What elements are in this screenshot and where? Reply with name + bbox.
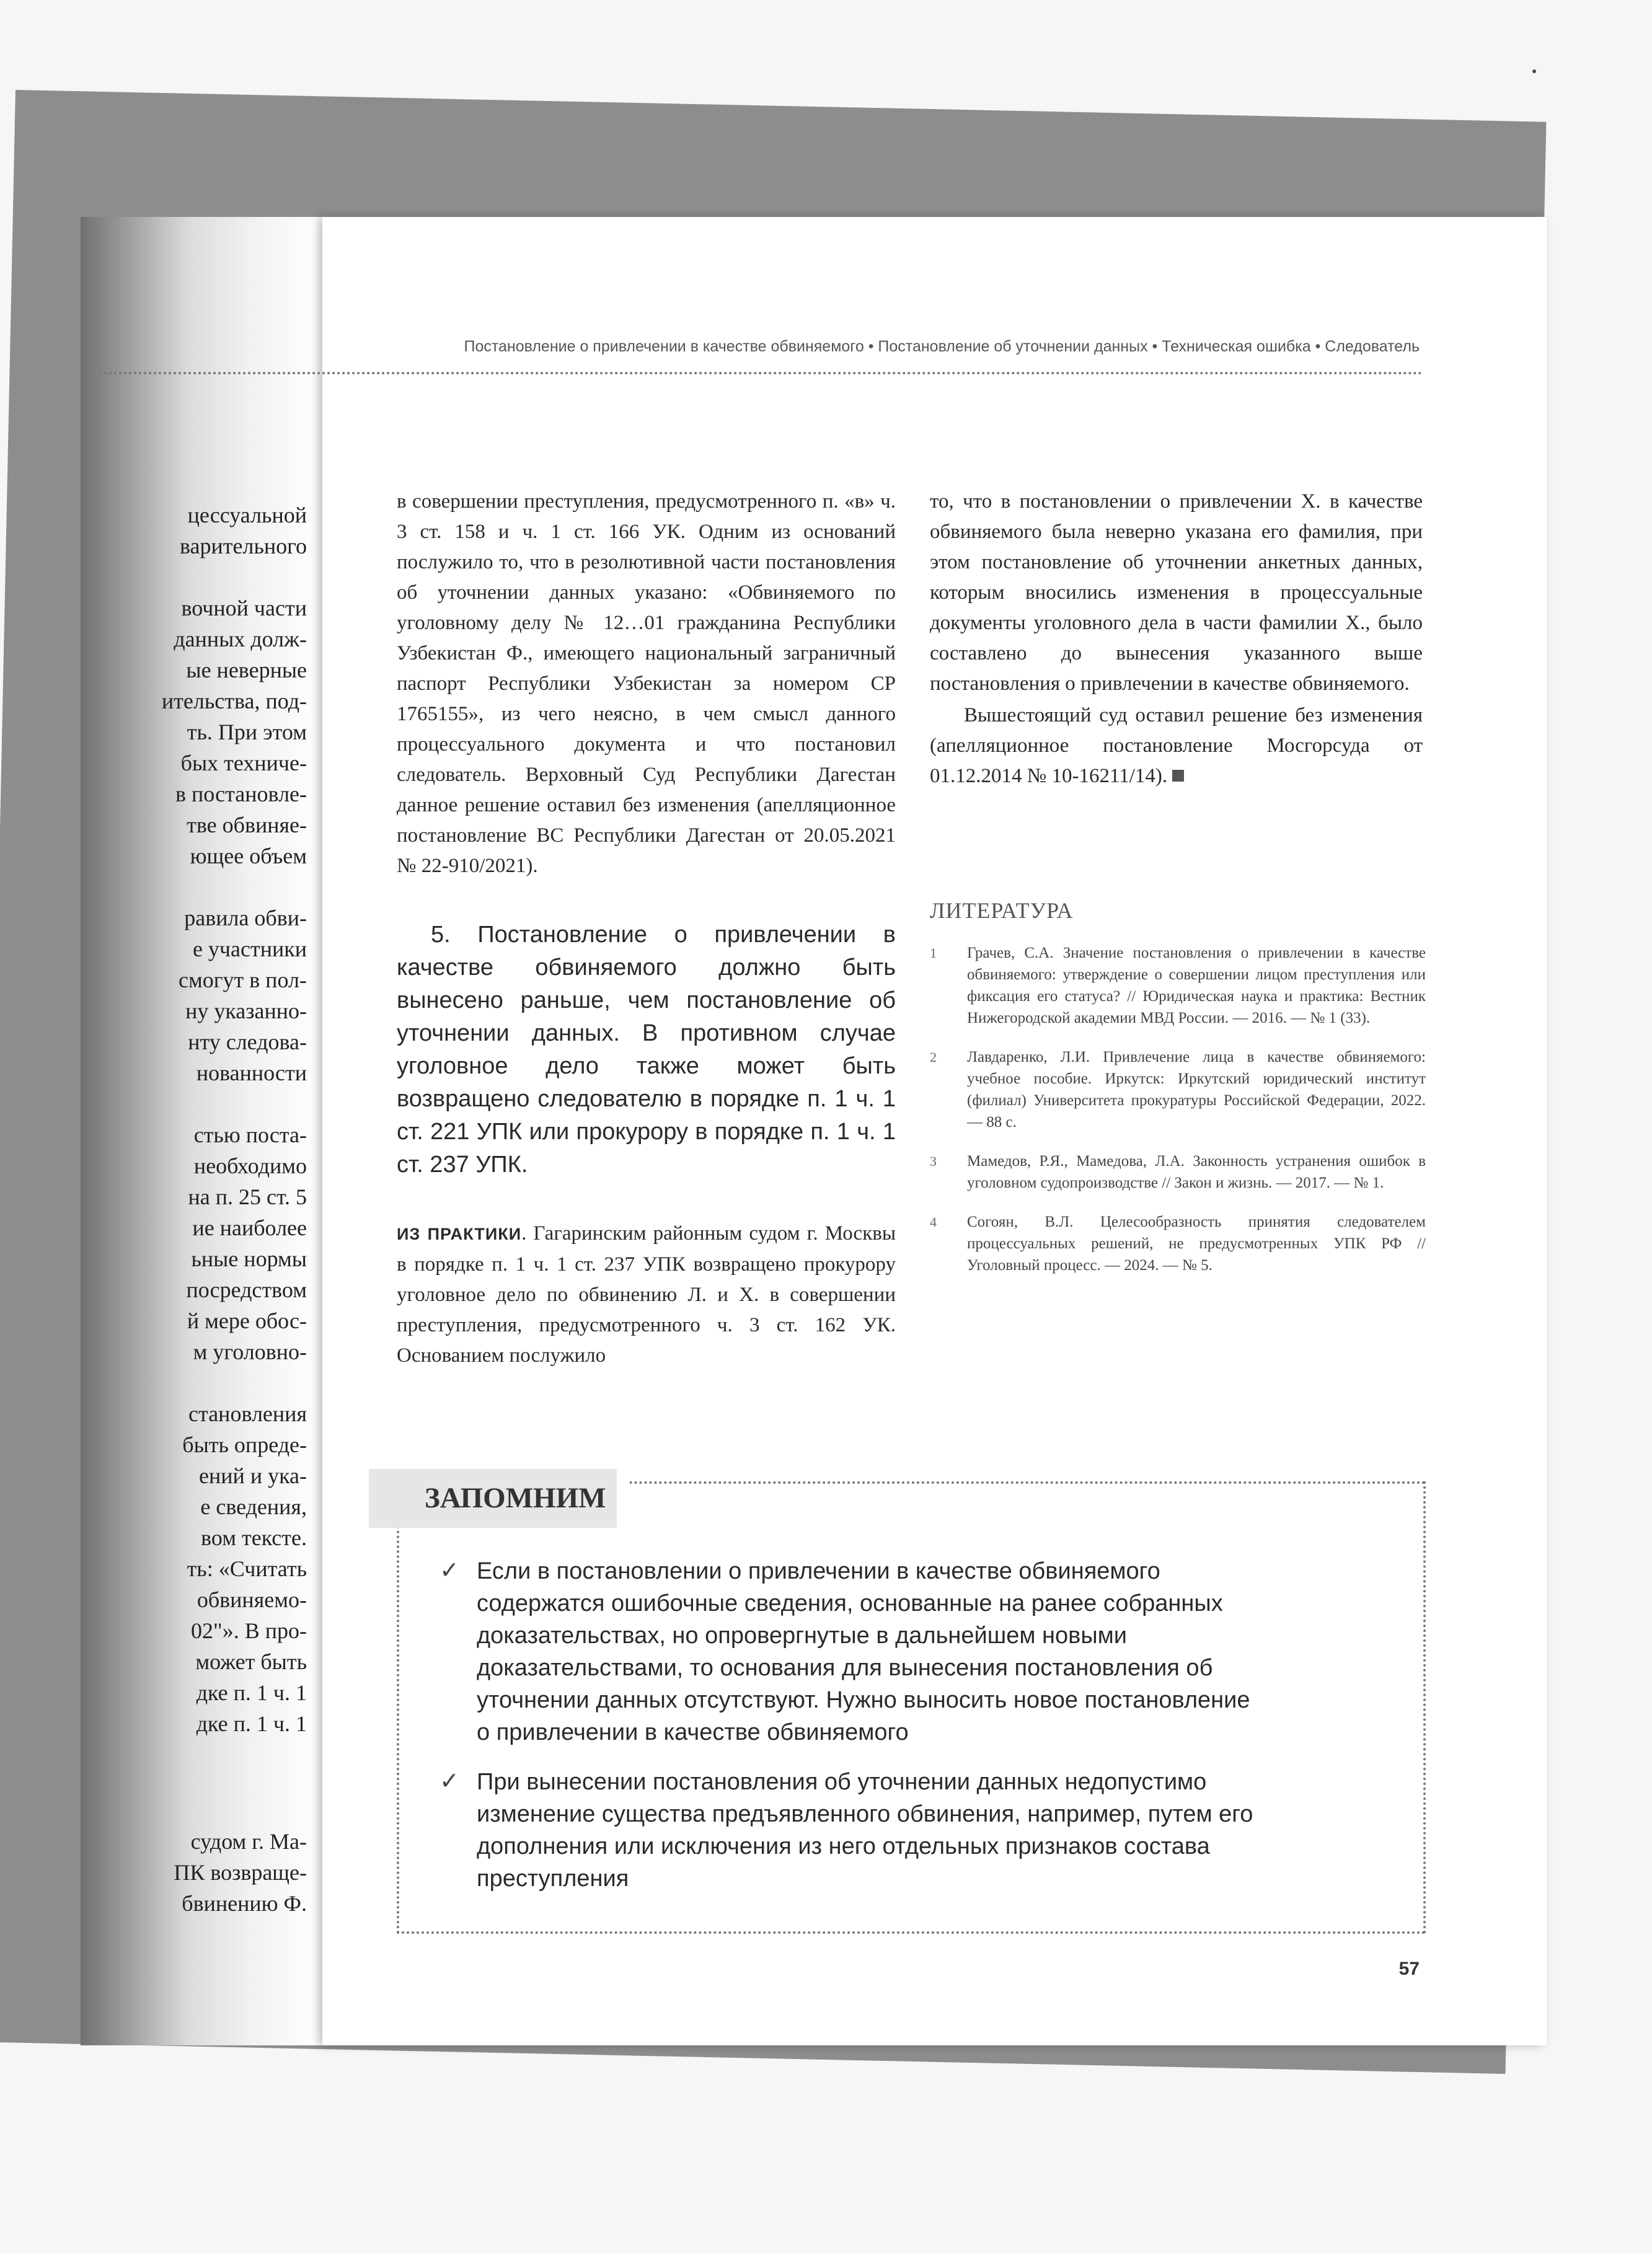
left-page-line: судом г. Ма- bbox=[190, 1829, 307, 1854]
left-page-line: ПК возвраще- bbox=[174, 1860, 307, 1885]
left-page-line: ений и ука- bbox=[199, 1463, 307, 1488]
ref-number: 4 bbox=[930, 1214, 937, 1230]
left-page-line: нту следова- bbox=[188, 1030, 307, 1054]
left-page-line: ть: «Считать bbox=[187, 1556, 307, 1581]
left-page-line: вочной части bbox=[181, 596, 307, 620]
ref-text: Согоян, В.Л. Целесообразность принятия следователем процессуальных решений, не предусмотренных УПК РФ // Уголовный процесс. — 2024. — № 5. bbox=[967, 1214, 1426, 1274]
remember-item-text: Если в постановлении о привлечении в качестве обвиняемого содержатся ошибочные сведения, основанные на ранее собранных доказательствах, но опровергнутые в дальнейшем новыми доказательствами, то основания для вынесения постановления об уточнении данных отсутствуют. Нужно выносить новое постановление о привлечении в качестве обвиняемого bbox=[477, 1558, 1250, 1745]
scan-speck bbox=[1532, 69, 1536, 73]
remember-item-text: При вынесении постановления об уточнении данных недопустимо изменение существа предъявленного обвинения, например, путем его дополнения или исключения из него отдельных признаков состава преступления bbox=[477, 1769, 1253, 1892]
ref-number: 1 bbox=[930, 945, 937, 961]
left-page-line: ьные нормы bbox=[191, 1246, 307, 1271]
left-page-line: й мере обос- bbox=[187, 1308, 307, 1333]
left-page-fragment bbox=[81, 217, 322, 2045]
running-header: Постановление о привлечении в качестве обвиняемого • Постановление об уточнении данных • Техническая ошибка • Следователь bbox=[464, 338, 1420, 355]
literature-list bbox=[930, 942, 1426, 1294]
ref-number: 3 bbox=[930, 1153, 937, 1169]
checkmark-icon: ✓ bbox=[440, 1767, 459, 1794]
left-page-line: ть. При этом bbox=[187, 720, 307, 744]
book-page bbox=[322, 217, 1547, 2045]
header-rule bbox=[99, 372, 1423, 374]
left-page-line: ие наиболее bbox=[192, 1215, 307, 1240]
literature-item bbox=[930, 1211, 1426, 1276]
practice-text: . Гагаринским районным судом г. Москвы в порядке п. 1 ч. 1 ст. 237 УПК возвращено прокурору уголовное дело по обвинению Л. и Х. в совершении преступления, предусмотренного ч. 3 ст. 162 УК. Основанием послужило bbox=[397, 1222, 896, 1367]
left-page-line: необходимо bbox=[193, 1153, 307, 1178]
left-page-line: стью поста- bbox=[193, 1122, 307, 1147]
practice-paragraph bbox=[397, 1219, 896, 1371]
checkmark-icon: ✓ bbox=[440, 1556, 459, 1584]
left-page-line: вом тексте. bbox=[201, 1525, 307, 1550]
left-page-line: тве обвиняе- bbox=[187, 813, 307, 837]
paragraph: в совершении преступления, предусмотренного п. «в» ч. 3 ст. 158 и ч. 1 ст. 166 УК. Одним из оснований послужило то, что в резолютивной части постановления об уточнении данных указано: «Обвиняемого по уголовному делу № 12…01 гражданина Республики Узбекистан Ф., имеющего национальный заграничный паспорт Республики Узбекистан за номером CP 1765155», из чего неясно, в чем смысл данного процессуального документа и что постановил следователь. Верховный Суд Республики Дагестан данное решение оставил без изменения (апелляционное постановление ВС Республики Дагестан от 20.05.2021 № 22-910/2021). bbox=[397, 490, 896, 877]
left-page-line: ительства, под- bbox=[161, 689, 307, 713]
left-page-line: смогут в пол- bbox=[179, 968, 307, 992]
left-page-line: данных долж- bbox=[174, 627, 307, 651]
paragraph-text: Вышестоящий суд оставил решение без изменения (апелляционное постановление Мосгорсуда от 01.12.2014 № 10-16211/14). bbox=[930, 704, 1423, 787]
left-page-line: может быть bbox=[195, 1649, 307, 1674]
column-left bbox=[397, 487, 896, 1371]
numbered-point-5: 5. Постановление о привлечении в качестве обвиняемого должно быть вынесено раньше, чем постановление об уточнении данных. В противном случае уголовное дело также может быть возвращено следователю в порядке п. 1 ч. 1 ст. 221 УПК или прокурору в порядке п. 1 ч. 1 ст. 237 УПК. bbox=[397, 922, 896, 1178]
left-page-line: дке п. 1 ч. 1 bbox=[196, 1711, 307, 1736]
left-page-line: быть опреде- bbox=[182, 1432, 307, 1457]
left-page-line: е сведения, bbox=[200, 1494, 307, 1519]
remember-label: ЗАПОМНИМ bbox=[369, 1469, 617, 1528]
remember-item bbox=[440, 1555, 1258, 1748]
left-page-line: е участники bbox=[192, 937, 307, 961]
paragraph bbox=[930, 700, 1423, 791]
left-page-line: посредством bbox=[186, 1277, 307, 1302]
remember-box bbox=[397, 1481, 1426, 1934]
left-page-line: обвиняемо- bbox=[197, 1587, 307, 1612]
left-page-line: ые неверные bbox=[186, 658, 307, 682]
left-page-line: ющее объем bbox=[190, 844, 307, 868]
left-page-line: нованности bbox=[196, 1060, 307, 1085]
left-page-line: цессуальной bbox=[187, 503, 307, 527]
left-page-line: ну указанно- bbox=[185, 999, 307, 1023]
left-page-line: в постановле- bbox=[175, 782, 307, 806]
literature-item bbox=[930, 1150, 1426, 1194]
page-number: 57 bbox=[1398, 1959, 1420, 1979]
column-right bbox=[930, 487, 1423, 791]
left-page-line: бых техниче- bbox=[180, 751, 307, 775]
left-page-line: варительного bbox=[180, 534, 307, 558]
left-page-line: становления bbox=[188, 1401, 307, 1426]
left-page-line: дке п. 1 ч. 1 bbox=[196, 1680, 307, 1705]
ref-text: Мамедов, Р.Я., Мамедова, Л.А. Законность устранения ошибок в уголовном судопроизводстве // Закон и жизнь. — 2017. — № 1. bbox=[967, 1153, 1426, 1191]
left-page-line: бвинению Ф. bbox=[182, 1891, 307, 1916]
practice-label: ИЗ ПРАКТИКИ bbox=[397, 1225, 522, 1243]
left-page-line: равила обви- bbox=[184, 906, 307, 930]
left-page-line: на п. 25 ст. 5 bbox=[188, 1184, 307, 1209]
left-page-line: 02"». В про- bbox=[191, 1618, 307, 1643]
ref-text: Грачев, С.А. Значение постановления о привлечении в качестве обвиняемого: утверждение о совершении лицом преступления или фиксация его статуса? // Юридическая наука и практика: Вестник Нижегородской академии МВД России. — 2016. — № 1 (33). bbox=[967, 945, 1426, 1026]
literature-title: ЛИТЕРАТУРА bbox=[930, 898, 1074, 923]
square-end-icon bbox=[1172, 770, 1184, 782]
ref-number: 2 bbox=[930, 1049, 937, 1065]
left-page-line: м уголовно- bbox=[193, 1339, 307, 1364]
literature-item bbox=[930, 1046, 1426, 1133]
literature-item bbox=[930, 942, 1426, 1029]
paragraph: то, что в постановлении о привлечении Х. в качестве обвиняемого была неверно указана его фамилия, при этом постановление об уточнении анкетных данных, которым вносились изменения в процессуальные документы уголовного дела в части фамилии Х., было составлено до вынесения указанного выше постановления о привлечении в качестве обвиняемого. bbox=[930, 490, 1423, 695]
ref-text: Лавдаренко, Л.И. Привлечение лица в качестве обвиняемого: учебное пособие. Иркутск: Иркутский юридический институт (филиал) Университета прокуратуры Российской Федерации, 2022. — 88 с. bbox=[967, 1049, 1426, 1131]
remember-item bbox=[440, 1766, 1258, 1895]
